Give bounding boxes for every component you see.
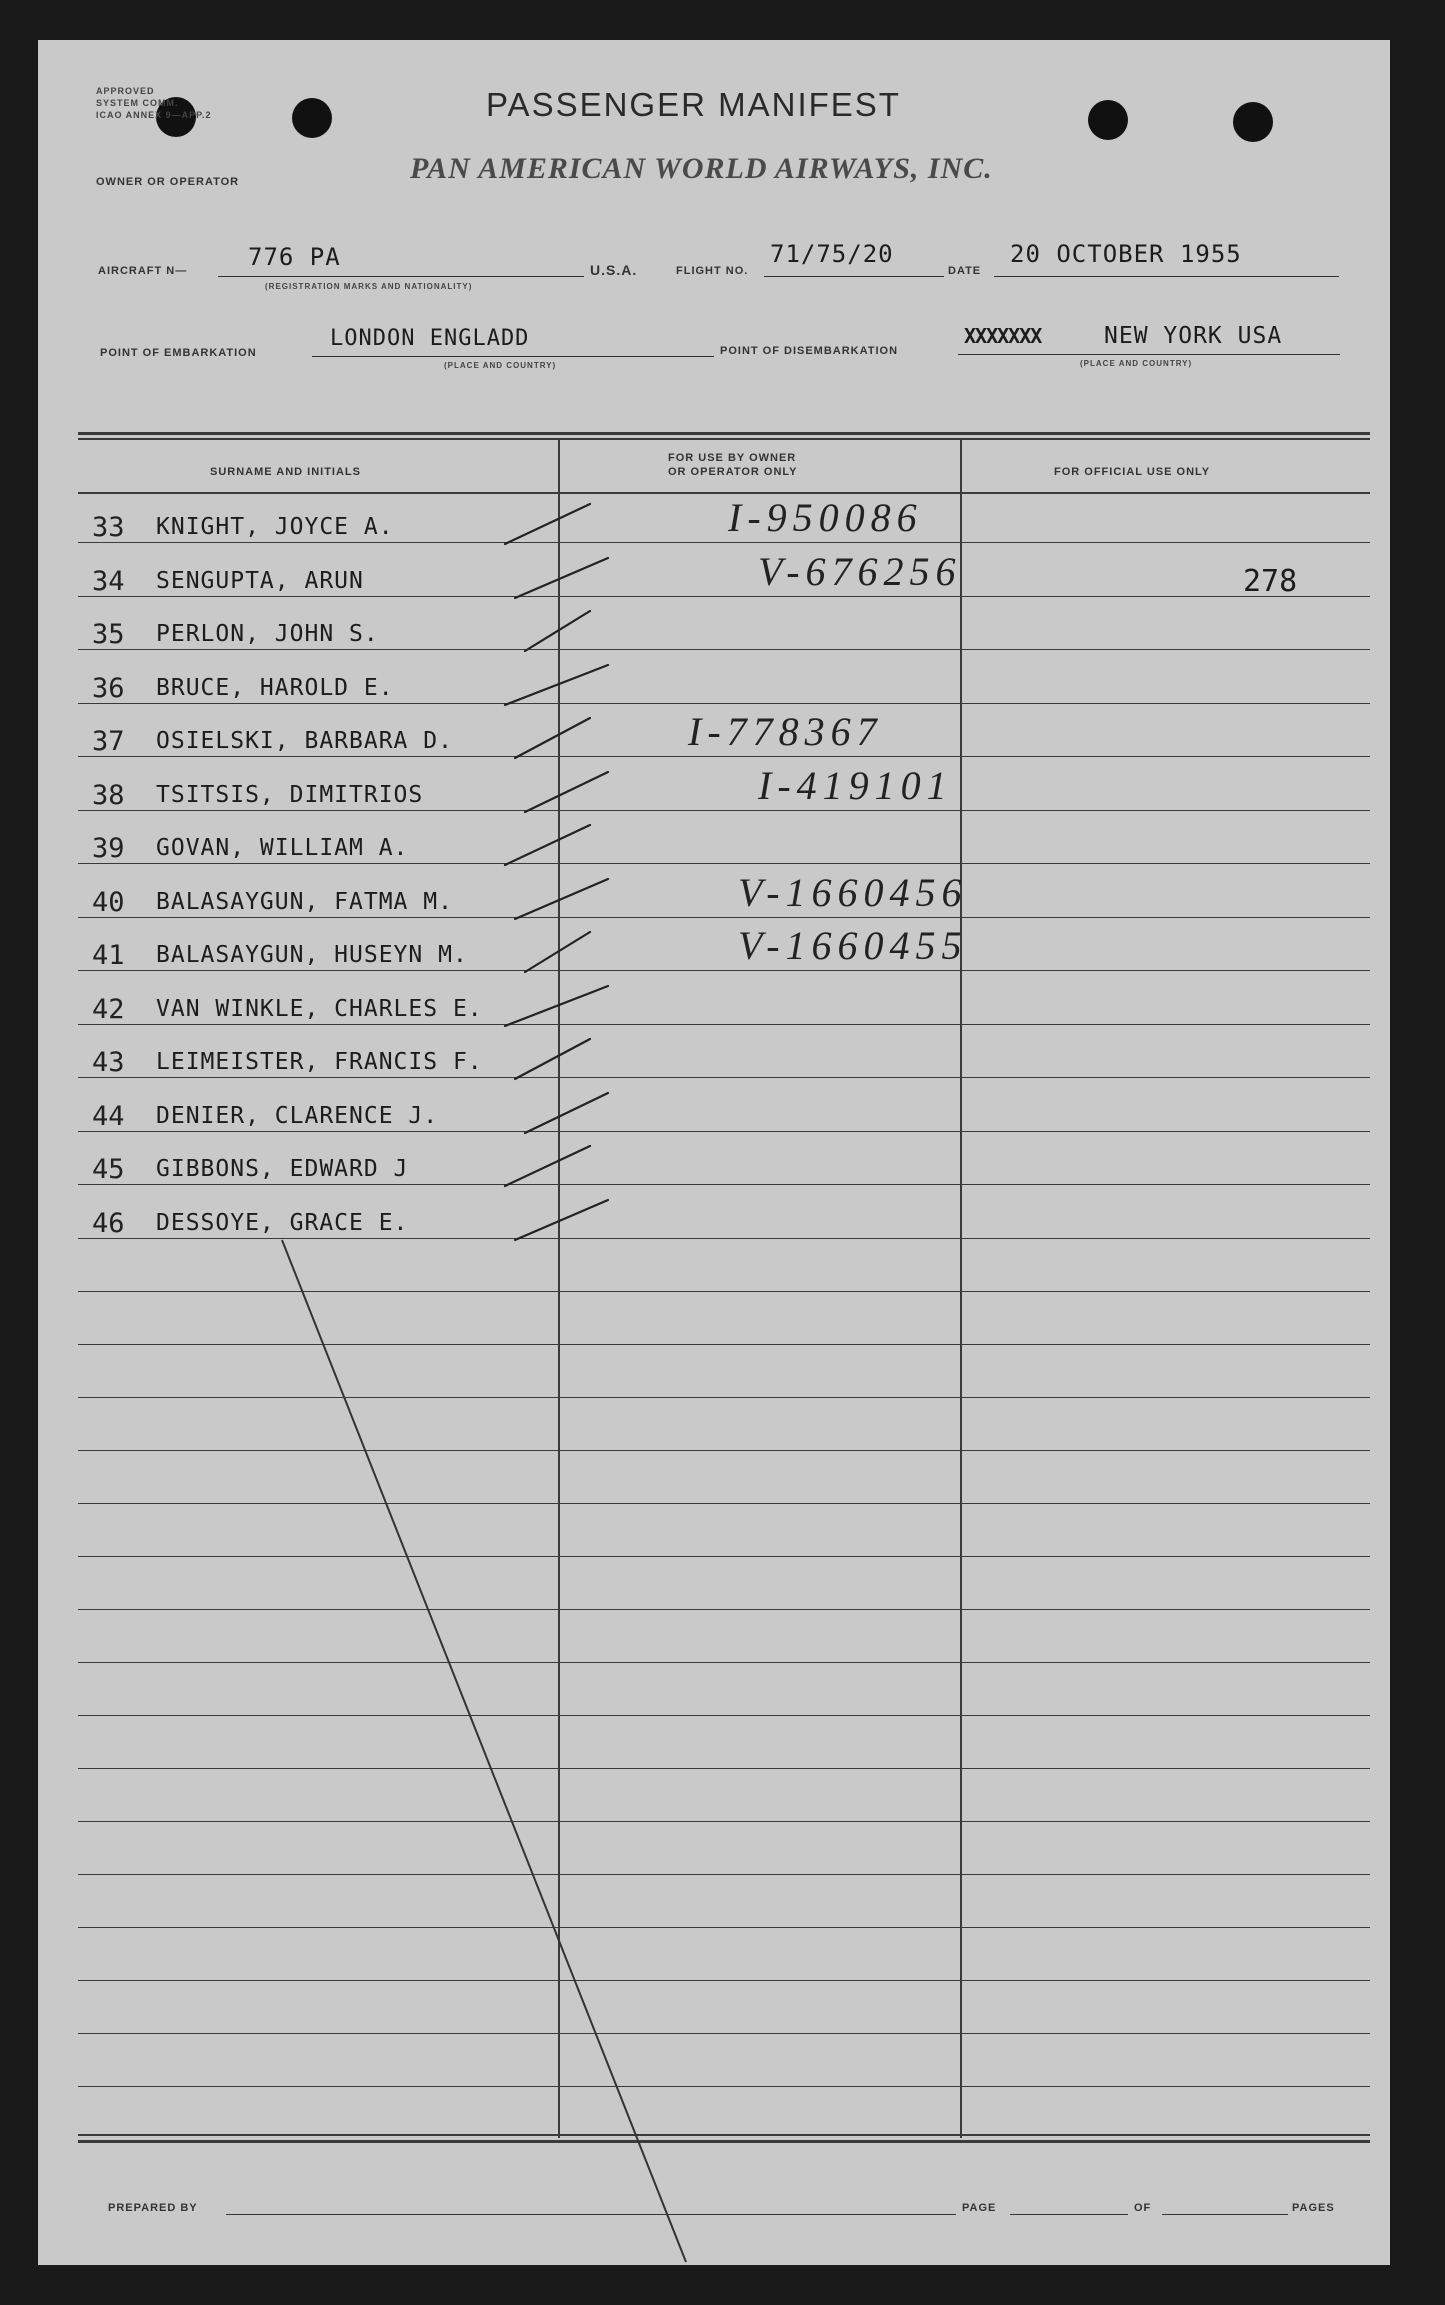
- row-rule: [78, 863, 1370, 864]
- flight-underline: [764, 276, 944, 277]
- disembarkation-caption: (PLACE AND COUNTRY): [1080, 359, 1193, 368]
- passenger-name: SENGUPTA, ARUN: [156, 568, 364, 594]
- punch-hole: [292, 98, 332, 138]
- blank-row-rule: [78, 1397, 1370, 1398]
- header-rule: [78, 432, 1370, 435]
- manifest-sheet: [38, 40, 1390, 2265]
- date-underline: [994, 276, 1339, 277]
- approval-stamp-line: ICAO ANNEX 9—APP.2: [96, 110, 212, 120]
- row-rule: [78, 596, 1370, 597]
- blank-row-rule: [78, 1503, 1370, 1504]
- punch-hole: [1088, 100, 1128, 140]
- footer-rule: [78, 2140, 1370, 2143]
- blank-row-rule: [78, 1980, 1370, 1981]
- passenger-number: 41: [92, 940, 125, 971]
- embarkation-caption: (PLACE AND COUNTRY): [444, 361, 557, 370]
- blank-row-rule: [78, 1344, 1370, 1345]
- row-rule: [78, 1077, 1370, 1078]
- disembarkation-label: POINT OF DISEMBARKATION: [720, 345, 899, 357]
- row-rule: [78, 970, 1370, 971]
- ticket-number: V-1660456: [738, 870, 968, 915]
- passenger-number: 38: [92, 780, 125, 811]
- passenger-name: BALASAYGUN, HUSEYN M.: [156, 942, 468, 968]
- passenger-name: OSIELSKI, BARBARA D.: [156, 728, 453, 754]
- embarkation-label: POINT OF EMBARKATION: [100, 347, 257, 359]
- ticket-number: I-419101: [758, 763, 953, 808]
- passenger-name: GOVAN, WILLIAM A.: [156, 835, 409, 861]
- ticket-number: I-778367: [688, 709, 883, 754]
- row-rule: [78, 542, 1370, 543]
- blank-row-rule: [78, 2033, 1370, 2034]
- blank-row-rule: [78, 1821, 1370, 1822]
- embarkation-value: LONDON ENGLADD: [330, 326, 530, 351]
- passenger-number: 35: [92, 619, 125, 650]
- passenger-number: 42: [92, 994, 125, 1025]
- row-rule: [78, 756, 1370, 757]
- row-rule: [78, 1238, 1370, 1239]
- passenger-name: LEIMEISTER, FRANCIS F.: [156, 1049, 483, 1075]
- blank-row-rule: [78, 2086, 1370, 2087]
- punch-hole: [1233, 102, 1273, 142]
- passenger-number: 46: [92, 1208, 125, 1239]
- owner-operator-label: OWNER OR OPERATOR: [96, 176, 240, 188]
- disembarkation-struck: XXXXXXX: [964, 324, 1042, 348]
- passenger-name: PERLON, JOHN S.: [156, 621, 379, 647]
- passenger-number: 36: [92, 673, 125, 704]
- of-underline: [1162, 2214, 1288, 2215]
- blank-row-rule: [78, 1874, 1370, 1875]
- passenger-name: DENIER, CLARENCE J.: [156, 1103, 439, 1129]
- col-header-official: FOR OFFICIAL USE ONLY: [1054, 466, 1211, 478]
- date-value: 20 OCTOBER 1955: [1010, 240, 1242, 268]
- passenger-name: BRUCE, HAROLD E.: [156, 675, 394, 701]
- disembarkation-value: NEW YORK USA: [1104, 323, 1283, 349]
- header-rule: [78, 438, 1370, 440]
- page-underline: [1010, 2214, 1128, 2215]
- col-header-rule: [78, 492, 1370, 494]
- blank-row-rule: [78, 1609, 1370, 1610]
- airline-name: PAN AMERICAN WORLD AIRWAYS, INC.: [410, 152, 993, 185]
- of-label: OF: [1134, 2202, 1152, 2214]
- passenger-name: BALASAYGUN, FATMA M.: [156, 889, 453, 915]
- blank-row-rule: [78, 1556, 1370, 1557]
- col-header-surname: SURNAME AND INITIALS: [210, 466, 361, 478]
- passenger-number: 44: [92, 1101, 125, 1132]
- aircraft-caption: (REGISTRATION MARKS AND NATIONALITY): [265, 282, 473, 291]
- prepared-by-underline: [226, 2214, 956, 2215]
- passenger-name: GIBBONS, EDWARD J: [156, 1156, 409, 1182]
- passenger-name: VAN WINKLE, CHARLES E.: [156, 996, 483, 1022]
- row-rule: [78, 810, 1370, 811]
- passenger-number: 45: [92, 1154, 125, 1185]
- row-rule: [78, 1184, 1370, 1185]
- passenger-number: 37: [92, 726, 125, 757]
- col-header-owner: OR OPERATOR ONLY: [668, 466, 798, 478]
- row-rule: [78, 703, 1370, 704]
- row-rule: [78, 917, 1370, 918]
- approval-stamp-line: APPROVED: [96, 86, 155, 96]
- passenger-number: 39: [92, 833, 125, 864]
- prepared-by-label: PREPARED BY: [108, 2202, 198, 2214]
- footer-rule: [78, 2134, 1370, 2136]
- blank-row-rule: [78, 1715, 1370, 1716]
- passenger-number: 40: [92, 887, 125, 918]
- aircraft-underline: [218, 276, 584, 277]
- passenger-name: DESSOYE, GRACE E.: [156, 1210, 409, 1236]
- approval-stamp-line: SYSTEM COMM.: [96, 98, 179, 108]
- disembarkation-underline: [958, 354, 1340, 355]
- passenger-name: KNIGHT, JOYCE A.: [156, 514, 394, 540]
- row-rule: [78, 649, 1370, 650]
- flight-value: 71/75/20: [770, 240, 894, 268]
- ticket-number: I-950086: [728, 495, 923, 540]
- page-label: PAGE: [962, 2202, 997, 2214]
- passenger-number: 34: [92, 566, 125, 597]
- ticket-number: V-1660455: [738, 923, 968, 968]
- passenger-number: 33: [92, 512, 125, 543]
- column-divider: [558, 438, 560, 2138]
- ticket-number: V-676256: [758, 549, 962, 594]
- date-label: DATE: [948, 265, 982, 277]
- col-header-owner: FOR USE BY OWNER: [668, 452, 797, 464]
- blank-row-rule: [78, 1291, 1370, 1292]
- manifest-title: PASSENGER MANIFEST: [486, 86, 901, 123]
- column-divider: [960, 438, 962, 2138]
- row-rule: [78, 1024, 1370, 1025]
- flight-label: FLIGHT NO.: [676, 265, 749, 277]
- pages-label: PAGES: [1292, 2202, 1335, 2214]
- blank-row-rule: [78, 1662, 1370, 1663]
- blank-row-rule: [78, 1450, 1370, 1451]
- embarkation-underline: [312, 356, 714, 357]
- aircraft-value: 776 PA: [248, 243, 341, 271]
- passenger-name: TSITSIS, DIMITRIOS: [156, 782, 424, 808]
- blank-row-rule: [78, 1927, 1370, 1928]
- aircraft-label: AIRCRAFT N—: [98, 265, 188, 277]
- passenger-number: 43: [92, 1047, 125, 1078]
- row-rule: [78, 1131, 1370, 1132]
- usa-label: U.S.A.: [590, 262, 638, 278]
- official-entry: 278: [1243, 564, 1298, 599]
- blank-row-rule: [78, 1768, 1370, 1769]
